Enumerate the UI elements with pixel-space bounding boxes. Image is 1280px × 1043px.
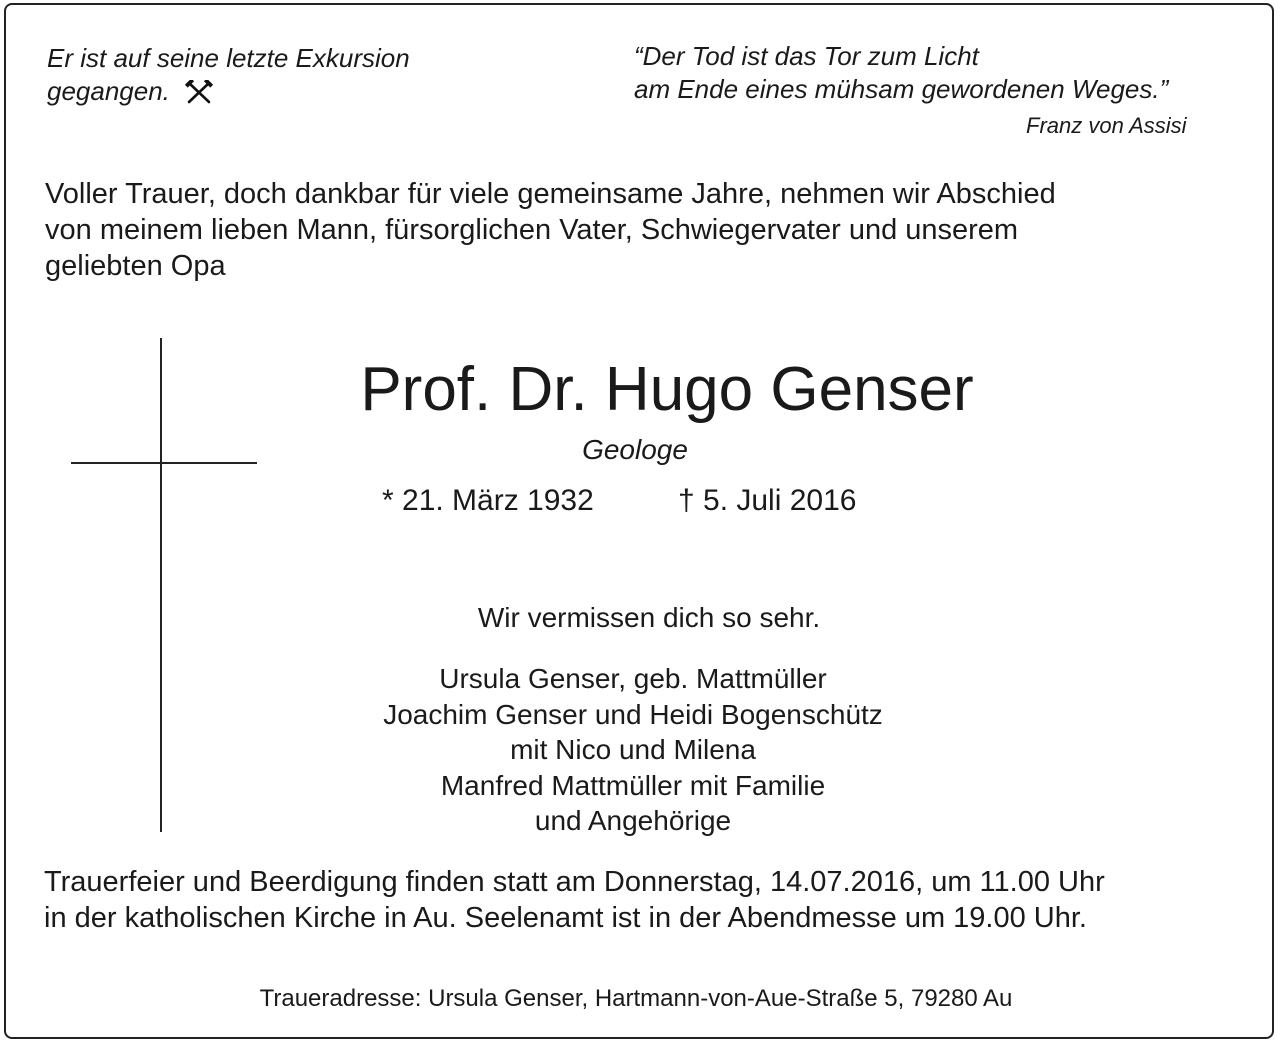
quote-line-1: “Der Tod ist das Tor zum Licht — [634, 41, 979, 71]
motto-line-1: Er ist auf seine letzte Exkursion — [47, 43, 410, 73]
deceased-name: Prof. Dr. Hugo Genser — [360, 355, 974, 424]
crossed-hammers-icon — [184, 79, 214, 103]
quote-author: Franz von Assisi — [1026, 113, 1187, 138]
service-line-1: Trauerfeier und Beerdigung finden statt am Donnerstag, 14.07.2016, um 11.00 Uhr — [44, 866, 1105, 898]
family-line: und Angehörige — [534, 805, 732, 836]
motto-line-2-text: gegangen. — [47, 76, 170, 106]
intro-text — [45, 176, 1245, 284]
intro-line-2: von meinem lieben Mann, fürsorglichen Vater, Schwiegervater und unserem — [45, 214, 1019, 246]
family-line: Manfred Mattmüller mit Familie — [440, 769, 826, 801]
motto — [47, 42, 410, 108]
quote-line-2: am Ende eines mühsam gewordenen Weges.” — [634, 74, 1169, 104]
deceased-profession: Geologe — [582, 434, 688, 465]
farewell-message: Wir vermissen dich so sehr. — [477, 602, 821, 633]
service-info — [44, 864, 1264, 936]
quote — [634, 40, 1168, 106]
intro-line-3: geliebten Opa — [45, 250, 226, 282]
family-line: Joachim Genser und Heidi Bogenschütz — [383, 698, 883, 730]
family-line: Ursula Genser, geb. Mattmüller — [439, 663, 827, 694]
intro-line-1: Voller Trauer, doch dankbar für viele gemeinsame Jahre, nehmen wir Abschied — [45, 178, 1056, 210]
motto-line-2 — [47, 75, 410, 108]
mourning-address: Traueradresse: Ursula Genser, Hartmann-von-Aue-Straße 5, 79280 Au — [259, 985, 1013, 1012]
family-list — [0, 661, 1266, 839]
birth-date: * 21. März 1932 — [382, 484, 594, 517]
family-line: mit Nico und Milena — [510, 734, 756, 765]
service-line-2: in der katholischen Kirche in Au. Seelenamt ist in der Abendmesse um 19.00 Uhr. — [44, 902, 1087, 934]
death-date: † 5. Juli 2016 — [678, 484, 857, 517]
